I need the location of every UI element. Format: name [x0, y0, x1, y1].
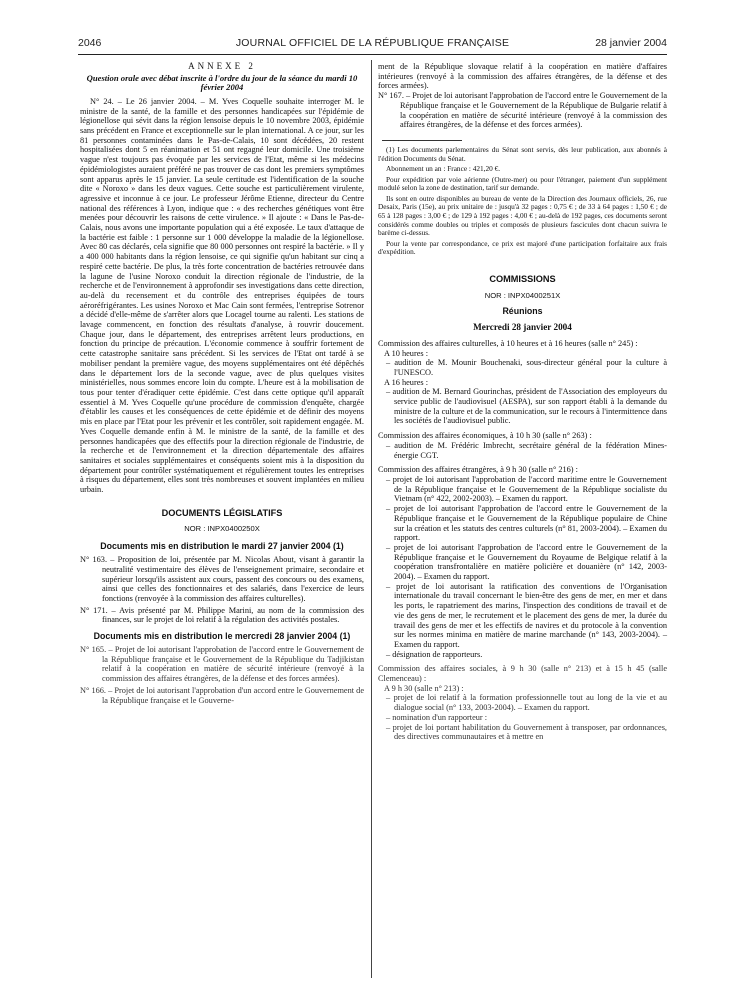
footnote: Pour la vente par correspondance, ce prix est majoré d'une participation forfaitaire aux frais d'expédition. — [378, 238, 667, 257]
commissions-nor: NOR : INPX0400251X — [484, 290, 561, 300]
agenda-item: – projet de loi autorisant l'approbation de l'accord entre le Gouvernement de la République française et le Gouvernement de la République populaire de Chine sur la création et les statuts des centres culturels (n° 81, 2003-2004). – Examen du rapport. — [386, 504, 667, 543]
footnote-rule — [382, 140, 462, 141]
agenda-item: – nomination d'un rapporteur : — [386, 712, 488, 722]
reunions-heading: Réunions — [502, 306, 543, 317]
documents-nor: NOR : INPX0400250X — [184, 524, 260, 534]
commission-culture-heading: Commission des affaires culturelles, à 10 heures et à 16 heures (salle n° 245) : — [378, 338, 638, 348]
footnote: Abonnement un an : France : 421,20 €. — [386, 164, 501, 174]
document-item: N° 166. – Projet de loi autorisant l'approbation d'un accord entre le Gouvernement de la République française et le Gouverne- — [80, 685, 364, 705]
meeting-day: Mercredi 28 janvier 2004 — [473, 322, 572, 333]
agenda-item: – désignation de rapporteurs. — [386, 649, 483, 659]
annexe-title: Question orale avec débat inscrite à l'ordre du jour de la séance du mardi 10 février 2004 — [86, 72, 358, 93]
annexe-label: ANNEXE 2 — [188, 61, 256, 71]
agenda-item: – audition de M. Bernard Gourinchas, président de l'Association des employeurs du service public de l'audiovisuel (AESPA), sur son rapport établi à la demande du ministre de la culture et de la communication, sur le recours à l'intermittence dans les sociétés de l'audiovisuel public. — [386, 387, 667, 426]
document-item: N° 171. – Avis présenté par M. Philippe Marini, au nom de la commission des finances, sur le projet de loi relatif à la régulation des activités postales. — [80, 605, 365, 625]
agenda-item: – projet de loi autorisant l'approbation de l'accord entre le Gouvernement de la République française et le Gouvernement du Royaume de Belgique relatif à la coopération transfrontalière en matière policière et douanière (n° 142, 2003-2004). – Examen du rapport. — [386, 542, 667, 582]
footnote: (1) Les documents parlementaires du Sénat sont servis, dès leur publication, aux abonnés à l'édition Documents du Sénat. — [378, 144, 667, 163]
time-label: A 16 heures : — [384, 377, 429, 387]
commission-eco-heading: Commission des affaires économiques, à 10 h 30 (salle n° 263) : — [378, 431, 592, 441]
agenda-item: – projet de loi autorisant l'approbation de l'accord maritime entre le Gouvernement de la République française et le Gouvernement de la République socialiste du Vietnam (n° 422, 2002-2003). – Examen du rapport. — [386, 475, 667, 504]
agenda-item: – projet de loi relatif à la formation professionnelle tout au long de la vie et au dialogue social (n° 133, 2003-2004). – Examen du rapport. — [386, 693, 667, 713]
right-column — [378, 62, 667, 742]
column-separator — [371, 60, 372, 978]
left-column — [80, 62, 364, 707]
agenda-item: – projet de loi autorisant la ratification des conventions de l'Organisation internationale du travail concernant le bien-être des gens de mer, en mer et dans les ports, le rapatriement des marins, l'inspection des conditions de travail et de vie des gens de mer, le recrutement et le placement des gens de mer, la durée du travail des gens de mer et les effectifs de navires et du protocole à la convention sur les normes minima en matière de marine marchande (n° 143, 2003-2004). – Examen du rapport. — [386, 581, 667, 649]
footnote: Ils sont en outre disponibles au bureau de vente de la Direction des Journaux officiels, 26, rue Desaix, Paris (15e), au prix unitaire de : jusqu'à 32 pages : 0,75 € ; de 33 à 64 pages : 1,50 € ; de 65 à 128 pages : 3,00 € ; de 129 à 192 pages : 4,00 € ; au-delà de 192 pages, ces documents seront considérés comme doubles ou triples et composés de plusieurs fascicules dont chacun suivra le barème ci-dessus. — [378, 193, 667, 238]
agenda-item: – audition de M. Frédéric Imbrecht, secrétaire général de la fédération Mines-énergie CGT. — [386, 440, 667, 460]
document-item-continued: ment de la République slovaque relatif à la coopération en matière d'affaires intérieures (renvoyé à la commission des affaires étrangères, de la défense et des forces armées). — [378, 62, 667, 91]
agenda-item: – audition de M. Mounir Bouchenaki, sous-directeur général pour la culture à l'UNESCO. — [386, 358, 667, 377]
document-item: N° 167. – Projet de loi autorisant l'approbation de l'accord entre le Gouvernement de la République française et le Gouvernement de la République de Bulgarie relatif à la coopération en matière de sécurité intérieure (renvoyé à la commission des affaires étrangères, de la défense et des forces armées). — [378, 91, 668, 130]
commission-etr-heading: Commission des affaires étrangères, à 9 h 30 (salle n° 216) : — [378, 465, 578, 475]
time-label: A 10 heures : — [384, 348, 429, 358]
issue-date: 28 janvier 2004 — [595, 37, 667, 49]
agenda-item: – projet de loi portant habilitation du Gouvernement à transposer, par ordonnances, des directives communautaires et à mettre en — [386, 722, 667, 742]
page-number: 2046 — [78, 37, 102, 49]
question-text: N° 24. – Le 26 janvier 2004. – M. Yves Coquelle souhaite interroger M. le ministre de la santé, de la famille et des personnes handicapées sur l'épidémie de légionellose qui sévit dans la région lensoise depuis le 10 novembre 2003, épidémie sans précédent en France et exceptionnelle sur le plan international. A ce jour, sur les 81 personnes contaminées dans le Pas-de-Calais, 10 sont décédées, 20 restent hospitalisées dont 5 en réanimation et 51 ont regagné leur domicile. Une troisième vague n'est toujours pas évoquée par les services de l'Etat, même si les médecins épidémiologistes auraient préféré ne pas trouver de cas dont les premiers symptômes sont apparus après le 15 janvier. La seule certitude est l'identification de la souche dite « Noroxo » dans les deux vagues. Cette souche est particulièrement virulente, agressive et inconnue à ce jour. Le professeur Jérôme Etienne, directeur du Centre national des références à Lyon, indique que : « des recherches génétiques vont être menées pour découvrir les raisons de cette virulence. » Il ajoute : « Dans le Pas-de-Calais, nous avons une importante population qui a été exposée. Le taux d'attaque de la bactérie est faible : 1 personne sur 1 000 développe la maladie de la légionellose. Avec 80 cas déclarés, cela signifie que 80 000 personnes ont respiré la bactérie. » Il y a 400 000 habitants dans la région lensoise, ce qui signifie qu'un habitant sur cinq a respiré cette bactérie. De plus, la très forte concentration de bactéries retrouvée dans la lagune de l'usine Noroxo conduit la direction régionale de l'industrie, de la recherche et de l'environnement à approfondir ses investigations dans cette direction, au-delà du recensement et du contrôle des entreprises équipées de tours aéroréfrigérantes. Les usines Noroxo et Mac Cain sont fermées, l'entreprise Sotrenor a décidé d'elle-même de s'arrêter alors que Locagel tourne au ralenti. Les stations de lavage commencent, en fonction des résultats d'analyse, à rouvrir doucement. Chaque jour, dans le département, des entreprises arrêtent leurs productions, en fonction du principe de précaution. L'économie commence à souffrir fortement de cette catastrophe sanitaire sans précédent. Si les services de l'Etat ont tardé à se mobiliser pendant la première vague, des moyens supplémentaires ont été dépêchés dans le département lors de la seconde vague, avec de plus quelques visites ministérielles, nous sommes encore loin du compte. L'heure est à la mobilisation de tous pour tenter d'éradiquer cette épidémie. C'est dans cette optique qu'il apparaît essentiel à M. Yves Coquelle qu'une procédure de commission d'enquête, chargée d'établir les causes et les conséquences de cette épidémie et de définir des moyens mis en place par l'Etat pour les prévenir et les contrôler, soit rapidement engagée. M. Yves Coquelle demande enfin à M. le ministre de la santé, de la famille et des personnes handicapées que des effectifs pour la direction régionale de l'industrie, de la recherche et de l'environnement et la direction départementale des affaires sanitaires et sociales supplémentaires et conséquents soient mis à la disposition du département pour contrôler systématiquement et régulièrement toutes les entreprises à risques du département, elles sont très nombreuses et souvent implantées en milieu urbain. — [80, 96, 364, 495]
footnotes — [378, 146, 667, 257]
document-item: N° 165. – Projet de loi autorisant l'approbation de l'accord entre le Gouvernement de la République française et le Gouvernement de la République du Tadjikistan relatif à la coopération en matière de sécurité intérieure (renvoyé à la commission des affaires étrangères, de la défense et des forces armées). — [80, 645, 364, 684]
footnote: Pour expédition par voie aérienne (Outre-mer) ou pour l'étranger, paiement d'un supplément modulé selon la zone de destination, tarif sur demande. — [378, 174, 667, 193]
page-header — [78, 37, 667, 53]
documents-sub2: Documents mis en distribution le mercredi 28 janvier 2004 (1) — [93, 631, 351, 642]
time-label: A 9 h 30 (salle n° 213) : — [384, 683, 464, 693]
commission-soc-heading: Commission des affaires sociales, à 9 h 30 (salle n° 213) et à 15 h 45 (salle Clemenceau) : — [378, 664, 667, 684]
documents-sub1: Documents mis en distribution le mardi 27 janvier 2004 (1) — [100, 541, 344, 552]
journal-title: JOURNAL OFFICIEL DE LA RÉPUBLIQUE FRANÇAISE — [235, 37, 510, 49]
document-item: N° 163. – Proposition de loi, présentée par M. Nicolas About, visant à garantir la neutralité vestimentaire des élèves de l'enseignement primaire, secondaire et supérieur lorsqu'ils assistent aux cours, passent des concours ou des examens, ainsi que celles des fonctionnaires et des salariés, dans l'exercice de leurs fonctions (renvoyée à la commission des affaires culturelles). — [80, 555, 365, 603]
documents-heading: DOCUMENTS LÉGISLATIFS — [161, 507, 283, 518]
commissions-heading: COMMISSIONS — [489, 274, 556, 285]
header-rule — [78, 54, 667, 55]
